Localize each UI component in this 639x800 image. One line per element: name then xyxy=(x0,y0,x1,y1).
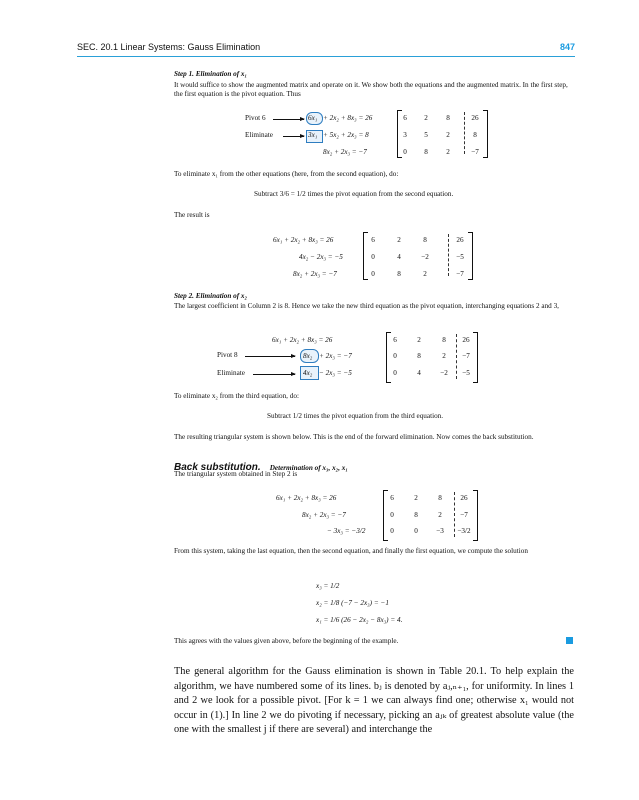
running-header xyxy=(77,38,575,57)
matrix-cell: −7 xyxy=(460,511,468,519)
augment-separator xyxy=(456,334,457,379)
back-text: From this system, taking the last equation, then the second equation, and finally the first equation, we compute the solution xyxy=(174,547,528,555)
end-of-example-mark xyxy=(566,637,573,644)
step1-title: Step 1. Elimination of x₁ xyxy=(174,70,247,78)
matrix-cell: 2 xyxy=(423,270,427,278)
matrix-cell: −7 xyxy=(456,270,464,278)
matrix-cell: 5 xyxy=(424,131,428,139)
step1-after: To eliminate x₁ from the other equations (here, from the second equation), do: xyxy=(174,170,399,178)
eq1-term: 6x₁ xyxy=(308,114,318,122)
matrix-cell: 8 xyxy=(417,352,421,360)
eliminate-arrow xyxy=(253,374,295,375)
matrix-bracket-right xyxy=(483,110,488,158)
matrix-cell: 8 xyxy=(442,336,446,344)
eq2-rest: + 5x₂ + 2x₃ = 8 xyxy=(323,131,369,139)
matrix-cell: 6 xyxy=(390,494,394,502)
pivot-arrow xyxy=(245,356,295,357)
matrix-cell: 0 xyxy=(414,527,418,535)
page-number: 847 xyxy=(559,42,575,52)
result-eq: 6x₁ + 2x₂ + 8x₃ = 26 xyxy=(273,236,334,244)
matrix-cell: 0 xyxy=(371,270,375,278)
matrix-cell: 0 xyxy=(393,352,397,360)
augment-separator xyxy=(448,234,449,276)
matrix-cell: 2 xyxy=(438,511,442,519)
back-eq: 6x₁ + 2x₂ + 8x₃ = 26 xyxy=(276,494,337,502)
step2-intro: The largest coefficient in Column 2 is 8. Hence we take the new third equation as the pivot equation, interchanging equations 2 and 3, xyxy=(174,302,559,310)
matrix-cell: 8 xyxy=(438,494,442,502)
matrix-cell: −2 xyxy=(421,253,429,261)
section-title: SEC. 20.1 Linear Systems: Gauss Elimination xyxy=(77,42,261,52)
matrix-cell: 4 xyxy=(417,369,421,377)
matrix-cell: 2 xyxy=(446,148,450,156)
matrix-cell: 6 xyxy=(371,236,375,244)
matrix-cell: 2 xyxy=(397,236,401,244)
back-title: Back substitution. xyxy=(174,462,261,473)
eq3: 8x₂ + 2x₃ = −7 xyxy=(323,148,367,156)
matrix-cell: 8 xyxy=(397,270,401,278)
matrix-cell: 6 xyxy=(403,114,407,122)
matrix-cell: 0 xyxy=(371,253,375,261)
matrix-cell: −2 xyxy=(440,369,448,377)
step1-instruction: Subtract 3/6 = 1/2 times the pivot equation from the second equation. xyxy=(254,190,454,198)
body-paragraph: The general algorithm for the Gauss elimination is shown in Table 20.1. To help explain the algorithm, we have numbered some of its lines. bⱼ is denoted by aⱼ,ₙ₊₁, for uniformity. In lines 1 and 2 we look for a possible pivot. [For k = 1 we can always find one; otherwise x₁ would not occur in (1).] In line 2 we do pivoting if necessary, picking an aⱼₖ of greatest absolute value (the one with the smallest j if there are several) and interchange the xyxy=(174,666,574,736)
matrix-cell: −5 xyxy=(462,369,470,377)
matrix-cell: 8 xyxy=(414,511,418,519)
matrix-cell: 26 xyxy=(471,114,479,122)
matrix-cell: −7 xyxy=(462,352,470,360)
matrix-cell: 0 xyxy=(390,511,394,519)
back-eq: 8x₂ + 2x₃ = −7 xyxy=(302,511,346,519)
matrix-cell: −3/2 xyxy=(457,527,471,535)
matrix-cell: 2 xyxy=(442,352,446,360)
eq1-rest: + 2x₂ + 8x₃ = 26 xyxy=(323,114,373,122)
matrix-cell: 0 xyxy=(403,148,407,156)
matrix-cell: 26 xyxy=(462,336,470,344)
matrix-cell: 3 xyxy=(403,131,407,139)
back-subtitle: Determination of x₃, x₂, x₁ xyxy=(269,464,348,472)
matrix-cell: −5 xyxy=(456,253,464,261)
eq2-term: 3x₁ xyxy=(308,131,318,139)
step2-result-text: The resulting triangular system is shown below. This is the end of the forward elimination. Now comes the back substitution. xyxy=(174,433,534,441)
result-label: The result is xyxy=(174,211,210,219)
matrix-cell: 26 xyxy=(460,494,468,502)
pivot8-label: Pivot 8 xyxy=(217,351,238,359)
matrix-cell: 26 xyxy=(456,236,464,244)
step2-eq1: 6x₁ + 2x₂ + 8x₃ = 26 xyxy=(272,336,333,344)
step2-instruction: Subtract 1/2 times the pivot equation from the third equation. xyxy=(267,412,444,420)
eq2-term: 8x₂ xyxy=(303,352,313,360)
step2-title: Step 2. Elimination of x₂ xyxy=(174,292,247,300)
augment-separator xyxy=(464,112,465,154)
matrix-cell: 0 xyxy=(390,527,394,535)
matrix-cell: 8 xyxy=(423,236,427,244)
pivot6-label: Pivot 6 xyxy=(245,114,266,122)
matrix-cell: 8 xyxy=(424,148,428,156)
result-eq: 8x₂ + 2x₃ = −7 xyxy=(293,270,337,278)
matrix-cell: 4 xyxy=(397,253,401,261)
matrix-cell: 0 xyxy=(393,369,397,377)
result-eq: 4x₂ − 2x₃ = −5 xyxy=(299,253,343,261)
matrix-cell: 2 xyxy=(424,114,428,122)
back-closing: This agrees with the values given above, before the beginning of the example. xyxy=(174,637,399,645)
solution-x1: x₁ = 1/6 (26 − 2x₂ − 8x₃) = 4. xyxy=(316,616,403,624)
solution-x2: x₂ = 1/8 (−7 − 2x₃) = −1 xyxy=(316,599,389,607)
eq2-rest: + 2x₃ = −7 xyxy=(319,352,352,360)
back-eq: − 3x₃ = −3/2 xyxy=(327,527,366,535)
step1-intro: It would suffice to show the augmented matrix and operate on it. We show both the equations and the augmented matrix. In the first step, the first equation is the pivot equation. Thus xyxy=(174,81,568,99)
eq3-term: 4x₂ xyxy=(303,369,313,377)
matrix-cell: 2 xyxy=(417,336,421,344)
matrix-bracket-right xyxy=(468,232,473,280)
pivot-arrow xyxy=(273,119,304,120)
eliminate-label: Eliminate xyxy=(217,369,245,377)
step2-after: To eliminate x₂ from the third equation, do: xyxy=(174,392,299,400)
back-intro: The triangular system obtained in Step 2 is xyxy=(174,470,298,478)
eliminate-label: Eliminate xyxy=(245,131,273,139)
matrix-cell: 8 xyxy=(473,131,477,139)
matrix-cell: −7 xyxy=(471,148,479,156)
eliminate-arrow xyxy=(283,136,304,137)
matrix-cell: 2 xyxy=(414,494,418,502)
matrix-cell: 6 xyxy=(393,336,397,344)
matrix-cell: 2 xyxy=(446,131,450,139)
eq3-rest: − 2x₃ = −5 xyxy=(319,369,352,377)
solution-x3: x₃ = 1/2 xyxy=(316,582,340,590)
matrix-cell: 8 xyxy=(446,114,450,122)
matrix-cell: −3 xyxy=(436,527,444,535)
